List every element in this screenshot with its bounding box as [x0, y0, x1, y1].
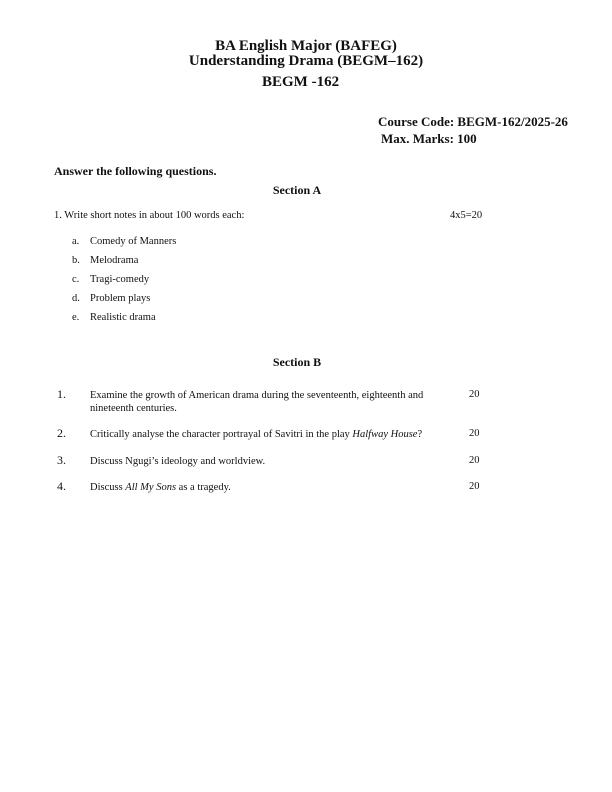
question-text-part: ? — [417, 429, 423, 440]
question-number: 4. — [57, 479, 66, 493]
question-marks: 20 — [469, 455, 480, 466]
section-a-marks: 4x5=20 — [450, 210, 483, 221]
question-number: 1. — [57, 387, 66, 401]
question-text — [90, 455, 450, 468]
max-marks: Max. Marks: 100 — [381, 131, 477, 146]
question-number: 2. — [57, 426, 66, 440]
question-text — [90, 389, 450, 415]
list-item-text: Melodrama — [90, 255, 139, 266]
list-item-text: Problem plays — [90, 293, 151, 304]
section-b-heading-text: Section B — [272, 355, 322, 369]
question-text-part: as a tragedy. — [176, 482, 231, 493]
course-code-heading: BEGM -162 — [262, 74, 340, 90]
section-a-heading — [0, 183, 612, 198]
section-a-question: 1. Write short notes in about 100 words each: — [54, 210, 245, 221]
question-marks: 20 — [469, 389, 480, 400]
question-title-italic: Halfway House — [352, 429, 418, 440]
list-item — [72, 293, 150, 304]
section-a-heading-text: Section A — [272, 183, 322, 197]
question-text-part: Critically analyse the character portrayal of Savitri in the play — [90, 429, 353, 440]
list-item — [72, 255, 138, 266]
list-item — [72, 274, 149, 285]
list-item — [72, 236, 176, 247]
question-marks: 20 — [469, 481, 480, 492]
instruction: Answer the following questions. — [54, 164, 217, 178]
question-text-part: Discuss — [90, 482, 126, 493]
list-item-letter: e. — [72, 312, 80, 323]
question-number: 3. — [57, 453, 66, 467]
course-code: Course Code: BEGM-162/2025-26 — [378, 114, 568, 129]
list-item-text: Tragi-comedy — [90, 274, 150, 285]
question-marks: 20 — [469, 428, 480, 439]
list-item-letter: c. — [72, 274, 80, 285]
question-text-part: Examine the growth of American drama during the seventeenth, eighteenth and nineteenth centuries. — [90, 390, 424, 414]
question-text — [90, 481, 450, 494]
question-title-italic: All My Sons — [125, 482, 177, 493]
list-item-letter: a. — [72, 236, 80, 247]
programme-title: BA English Major (BAFEG) — [215, 38, 397, 54]
list-item-text: Comedy of Manners — [90, 236, 177, 247]
section-b-heading — [0, 355, 612, 370]
list-item-letter: b. — [72, 255, 80, 266]
list-item-text: Realistic drama — [90, 312, 156, 323]
list-item — [72, 312, 156, 323]
course-title: Understanding Drama (BEGM–162) — [188, 53, 424, 69]
list-item-letter: d. — [72, 293, 80, 304]
question-text-part: Discuss Ngugi’s ideology and worldview. — [90, 456, 266, 467]
question-text — [90, 428, 470, 441]
